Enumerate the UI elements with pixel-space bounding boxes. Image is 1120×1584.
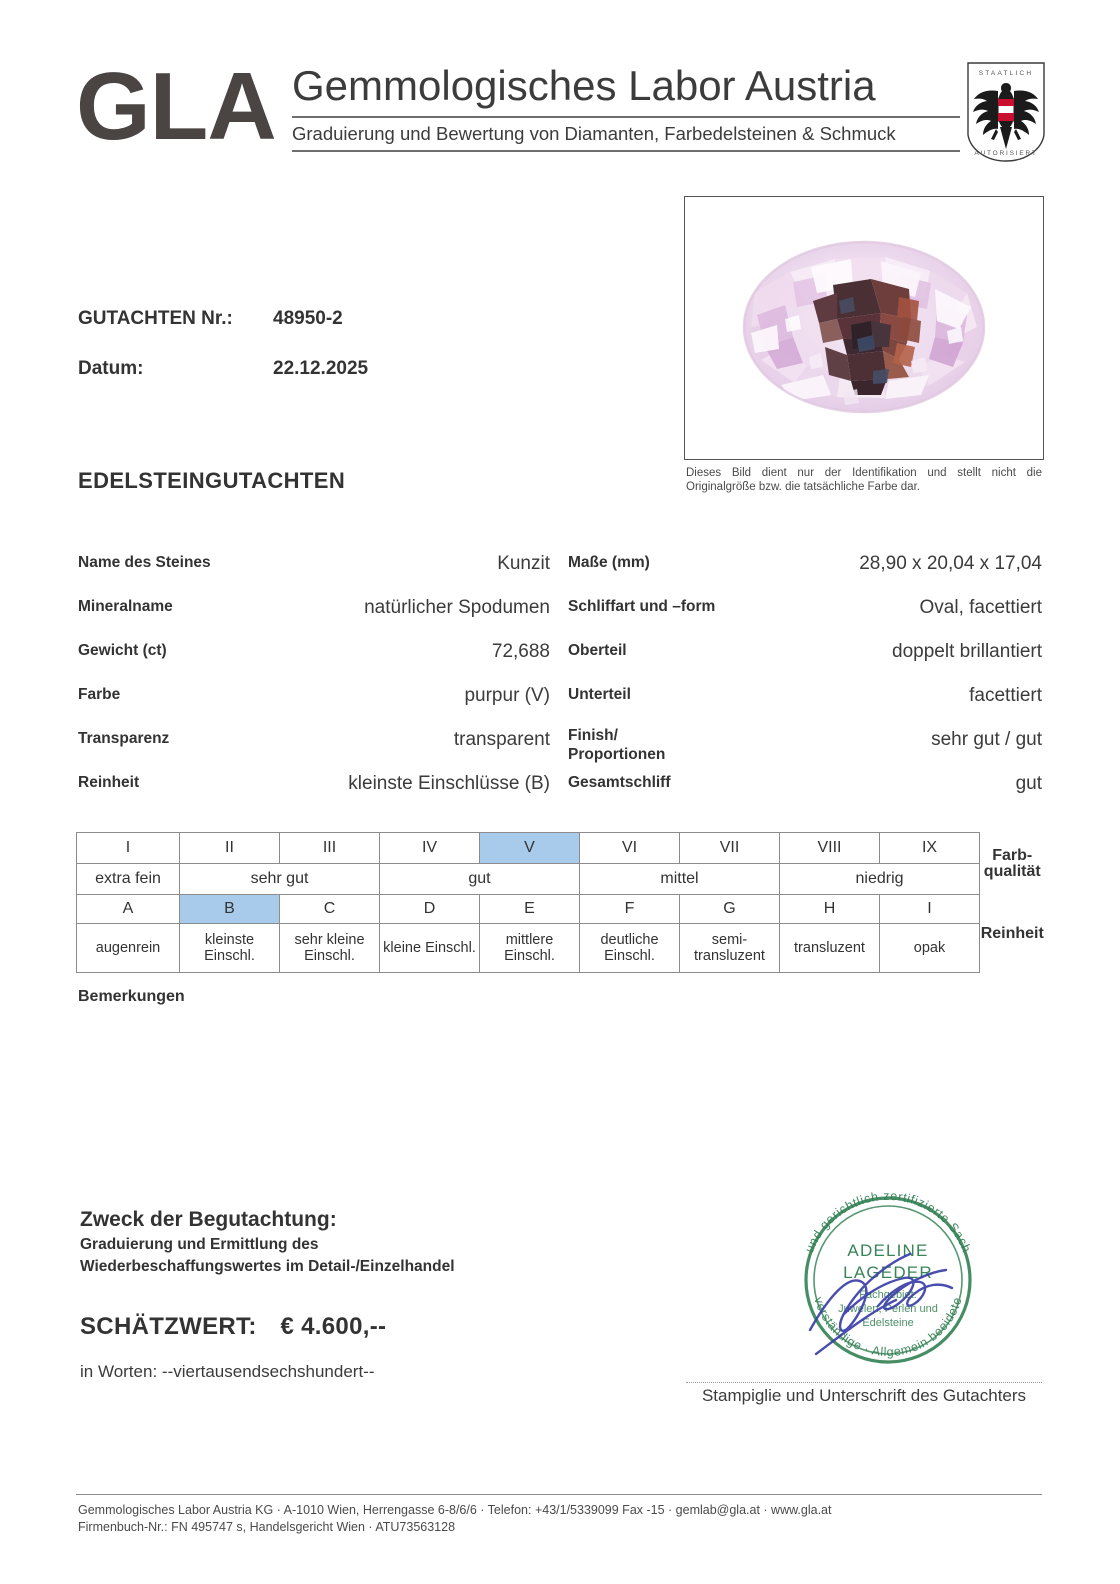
properties-right-column <box>568 553 1042 817</box>
document-type-title: EDELSTEINGUTACHTEN <box>78 468 346 493</box>
certificate-date-label: Datum: <box>78 358 144 379</box>
header-divider-bottom <box>292 150 960 152</box>
property-label: Schliffart und –form <box>568 598 716 615</box>
property-label-line2: Proportionen <box>568 746 666 763</box>
grade-cell-letter-d[interactable]: D <box>380 895 480 924</box>
clarity-desc-a: augenrein <box>77 924 180 973</box>
footer-divider <box>76 1494 1042 1495</box>
clarity-desc-i: opak <box>880 924 980 973</box>
certificate-number-value: 48950-2 <box>273 308 343 329</box>
color-quality-label-line2: qualität <box>983 862 1041 880</box>
gla-logo: GLA <box>76 53 276 160</box>
austrian-eagle-emblem <box>964 57 1048 165</box>
certificate-number-label: GUTACHTEN Nr.: <box>78 308 233 329</box>
property-label: Gesamtschliff <box>568 774 671 791</box>
header-text-block <box>292 60 962 152</box>
clarity-desc-b: kleinste Einschl. <box>180 924 280 973</box>
svg-text:LAGEDER: LAGEDER <box>843 1263 933 1282</box>
properties-left-column <box>78 553 550 817</box>
property-row-finish-proportions <box>568 729 1042 773</box>
property-label: Farbe <box>78 686 121 703</box>
property-row-cut-shape <box>568 597 1042 641</box>
color-quality-label-line1: Farb- <box>992 846 1033 864</box>
property-label: Mineralname <box>78 598 173 615</box>
table-row-letter-grades <box>77 895 1045 924</box>
property-label: Gewicht (ct) <box>78 642 167 659</box>
quality-span-mittel: mittel <box>580 864 780 895</box>
property-value: transparent <box>453 729 550 750</box>
grade-cell-roman-4[interactable]: IV <box>380 833 480 864</box>
quality-span-niedrig: niedrig <box>780 864 980 895</box>
property-value: doppelt brillantiert <box>892 641 1042 662</box>
purpose-block <box>80 1206 560 1278</box>
grade-cell-roman-9[interactable]: IX <box>880 833 980 864</box>
certificate-date-value: 22.12.2025 <box>273 358 369 379</box>
footer-line-1: Gemmologisches Labor Austria KG · A-1010 Wien, Herrengasse 6-8/6/6 · Telefon: +43/1/5339099 Fax -15 · gemlab@gla.at · www.gla.at <box>78 1503 832 1517</box>
gemstone-photo <box>685 197 1043 459</box>
grading-scale-table <box>76 832 1044 973</box>
property-row-overall-cut <box>568 773 1042 817</box>
grade-cell-roman-5-selected[interactable]: V <box>480 833 580 864</box>
property-value: 72,688 <box>491 641 550 662</box>
appraiser-stamp <box>786 1178 990 1382</box>
table-row-clarity-descriptions <box>77 924 1045 973</box>
purpose-line-2: Wiederbeschaffungswertes im Detail-/Einzelhandel <box>80 1258 455 1275</box>
gemstone-photo-frame <box>684 196 1044 460</box>
grade-cell-letter-e[interactable]: E <box>480 895 580 924</box>
remarks-label: Bemerkungen <box>78 988 185 1005</box>
svg-text:Fachgebiet:: Fachgebiet: <box>859 1289 917 1301</box>
table-row-roman-grades <box>77 833 1045 864</box>
estimate-value: € 4.600,-- <box>280 1313 387 1340</box>
grade-cell-roman-8[interactable]: VIII <box>780 833 880 864</box>
certificate-number-row <box>78 308 598 330</box>
grade-cell-roman-3[interactable]: III <box>280 833 380 864</box>
in-words-value: --viertausendsechshundert-- <box>161 1362 375 1381</box>
footer-line-2: Firmenbuch-Nr.: FN 495747 s, Handelsgericht Wien · ATU73563128 <box>78 1520 456 1534</box>
quality-span-extra-fein: extra fein <box>77 864 180 895</box>
property-label: Name des Steines <box>78 554 211 571</box>
clarity-desc-d: kleine Einschl. <box>380 924 480 973</box>
grade-cell-letter-a[interactable]: A <box>77 895 180 924</box>
clarity-desc-e: mittlere Einschl. <box>480 924 580 973</box>
property-value: purpur (V) <box>464 685 550 706</box>
svg-text:Juwelen, Perlen und: Juwelen, Perlen und <box>838 1303 938 1315</box>
property-row-transparency <box>78 729 550 773</box>
svg-text:STAATLICH: STAATLICH <box>978 70 1034 77</box>
page-footer <box>78 1502 1044 1536</box>
property-label: Oberteil <box>568 642 627 659</box>
in-words-row <box>80 1362 375 1382</box>
certificate-date-row <box>78 358 598 380</box>
svg-text:ADELINE: ADELINE <box>847 1241 929 1260</box>
grade-cell-letter-b-selected[interactable]: B <box>180 895 280 924</box>
estimate-row <box>80 1313 386 1341</box>
property-value: Oval, facettiert <box>919 597 1042 618</box>
clarity-row-label: Reinheit <box>980 895 1045 973</box>
property-row-clarity <box>78 773 550 817</box>
quality-span-sehr-gut: sehr gut <box>180 864 380 895</box>
svg-text:Edelsteine: Edelsteine <box>862 1317 914 1329</box>
svg-text:AUTORISIERT: AUTORISIERT <box>974 150 1038 157</box>
property-row-measurements <box>568 553 1042 597</box>
grading-table <box>76 832 1045 973</box>
page-header <box>76 52 1072 177</box>
grade-cell-letter-c[interactable]: C <box>280 895 380 924</box>
clarity-desc-h: transluzent <box>780 924 880 973</box>
property-row-crown <box>568 641 1042 685</box>
property-row-mineral <box>78 597 550 641</box>
property-value: kleinste Einschlüsse (B) <box>348 773 550 794</box>
property-label <box>568 726 665 764</box>
svg-text:verständige · Allgemein be: verständige · Allgemein beeidete <box>811 1295 965 1360</box>
property-row-weight <box>78 641 550 685</box>
purpose-line-1: Graduierung und Ermittlung des <box>80 1236 319 1253</box>
grade-cell-roman-1[interactable]: I <box>77 833 180 864</box>
property-row-pavilion <box>568 685 1042 729</box>
property-value: 28,90 x 20,04 x 17,04 <box>859 553 1042 574</box>
purpose-title: Zweck der Begutachtung: <box>80 1208 337 1231</box>
property-label: Reinheit <box>78 774 140 791</box>
lab-title: Gemmologisches Labor Austria <box>292 62 876 109</box>
clarity-desc-g: semi-transluzent <box>680 924 780 973</box>
certificate-meta <box>78 308 598 408</box>
in-words-label: in Worten: <box>80 1362 158 1381</box>
signature-line <box>686 1382 1042 1383</box>
property-value: Kunzit <box>497 553 550 574</box>
grade-cell-letter-f[interactable]: F <box>580 895 680 924</box>
property-value: gut <box>1015 773 1042 794</box>
property-label: Unterteil <box>568 686 631 703</box>
quality-span-gut: gut <box>380 864 580 895</box>
gemstone-photo-caption: Dieses Bild dient nur der Identifikation und stellt nicht die Originalgröße bzw. die tatsächliche Farbe dar. <box>686 467 1042 493</box>
property-label-line1: Finish/ <box>568 727 618 744</box>
table-row-quality-spans <box>77 864 1045 895</box>
property-label: Transparenz <box>78 730 170 747</box>
property-row-color <box>78 685 550 729</box>
grade-cell-letter-i[interactable]: I <box>880 895 980 924</box>
color-quality-row-label <box>980 833 1045 895</box>
property-value: sehr gut / gut <box>931 729 1042 750</box>
property-value: natürlicher Spodumen <box>364 597 550 618</box>
svg-text:und gerichtlich zertifizierte: und gerichtlich zertifizierte Sach <box>802 1188 974 1255</box>
signature-caption: Stampiglie und Unterschrift des Gutachters <box>701 1386 1027 1405</box>
property-value: facettiert <box>969 685 1042 706</box>
grade-cell-roman-6[interactable]: VI <box>580 833 680 864</box>
clarity-desc-f: deutliche Einschl. <box>580 924 680 973</box>
lab-subtitle: Graduierung und Bewertung von Diamanten, Farbedelsteinen & Schmuck <box>292 123 896 144</box>
estimate-label: SCHÄTZWERT: <box>80 1313 257 1340</box>
clarity-desc-c: sehr kleine Einschl. <box>280 924 380 973</box>
property-row-name <box>78 553 550 597</box>
grade-cell-roman-7[interactable]: VII <box>680 833 780 864</box>
grade-cell-roman-2[interactable]: II <box>180 833 280 864</box>
grade-cell-letter-g[interactable]: G <box>680 895 780 924</box>
property-label: Maße (mm) <box>568 554 650 571</box>
grade-cell-letter-h[interactable]: H <box>780 895 880 924</box>
